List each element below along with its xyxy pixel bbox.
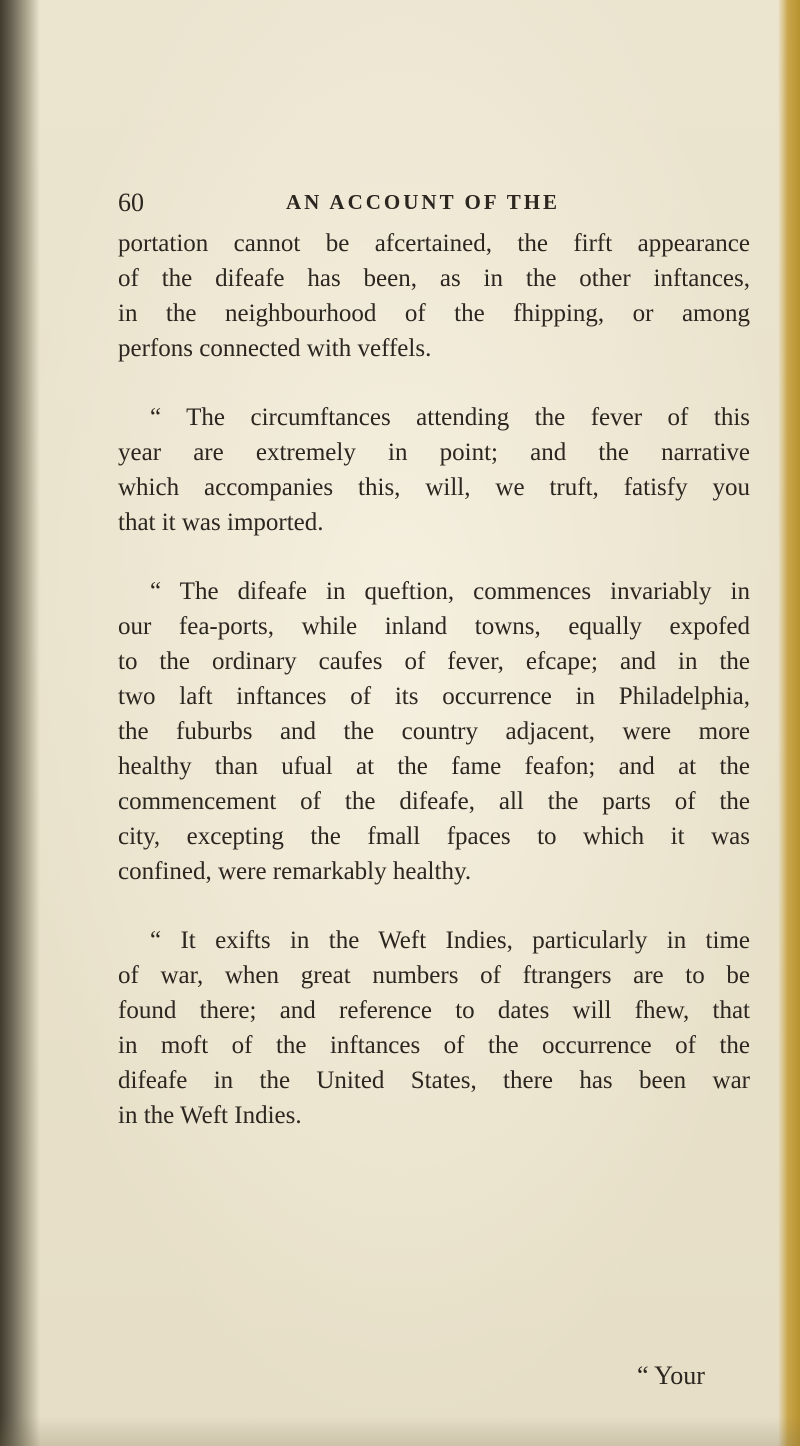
text-line: to the ordinary caufes of fever, efcape; and in the bbox=[118, 648, 750, 675]
text-line: of war, when great numbers of ftrangers are to be bbox=[118, 962, 750, 989]
text-line: in moft of the inftances of the occurrence of the bbox=[118, 1032, 750, 1059]
page-number: 60 bbox=[118, 188, 144, 217]
text-line: perfons connected with veffels. bbox=[118, 335, 432, 362]
paragraph bbox=[118, 923, 750, 1133]
paragraph bbox=[118, 226, 750, 366]
text-line: “ The difeafe in queftion, commences invariably in bbox=[150, 578, 750, 605]
text-line: the fuburbs and the country adjacent, were more bbox=[118, 718, 750, 745]
text-line: commencement of the difeafe, all the parts of the bbox=[118, 788, 750, 815]
text-line: in the neighbourhood of the fhipping, or among bbox=[118, 300, 750, 327]
paragraph bbox=[118, 574, 750, 889]
text-line: portation cannot be afcertained, the firft appearance bbox=[118, 230, 750, 257]
text-line: “ It exifts in the Weft Indies, particularly in time bbox=[150, 927, 750, 954]
text-line: that it was imported. bbox=[118, 509, 324, 536]
text-line: healthy than ufual at the fame feafon; and at the bbox=[118, 753, 750, 780]
text-line: which accompanies this, will, we truft, fatisfy you bbox=[118, 474, 750, 501]
running-head: AN ACCOUNT OF THE bbox=[286, 190, 561, 214]
gilt-page-edge bbox=[778, 0, 800, 1446]
text-line: difeafe in the United States, there has been war bbox=[118, 1067, 750, 1094]
bottom-edge-shadow bbox=[0, 1416, 800, 1446]
text-line: found there; and reference to dates will fhew, that bbox=[118, 997, 750, 1024]
catchword: “ Your bbox=[637, 1361, 705, 1390]
page-header bbox=[118, 188, 750, 224]
text-line: year are extremely in point; and the narrative bbox=[118, 439, 750, 466]
text-line: city, excepting the fmall fpaces to which it was bbox=[118, 823, 750, 850]
text-line: of the difeafe has been, as in the other inftances, bbox=[118, 265, 750, 292]
text-line: confined, were remarkably healthy. bbox=[118, 858, 472, 885]
text-line: “ The circumftances attending the fever of this bbox=[150, 404, 750, 431]
text-line: in the Weft Indies. bbox=[118, 1102, 302, 1129]
paragraph bbox=[118, 400, 750, 540]
text-line: two laft inftances of its occurrence in Philadelphia, bbox=[118, 683, 750, 710]
body-text bbox=[118, 226, 750, 1133]
text-line: our fea-ports, while inland towns, equally expofed bbox=[118, 613, 750, 640]
book-spine-shadow bbox=[0, 0, 40, 1446]
